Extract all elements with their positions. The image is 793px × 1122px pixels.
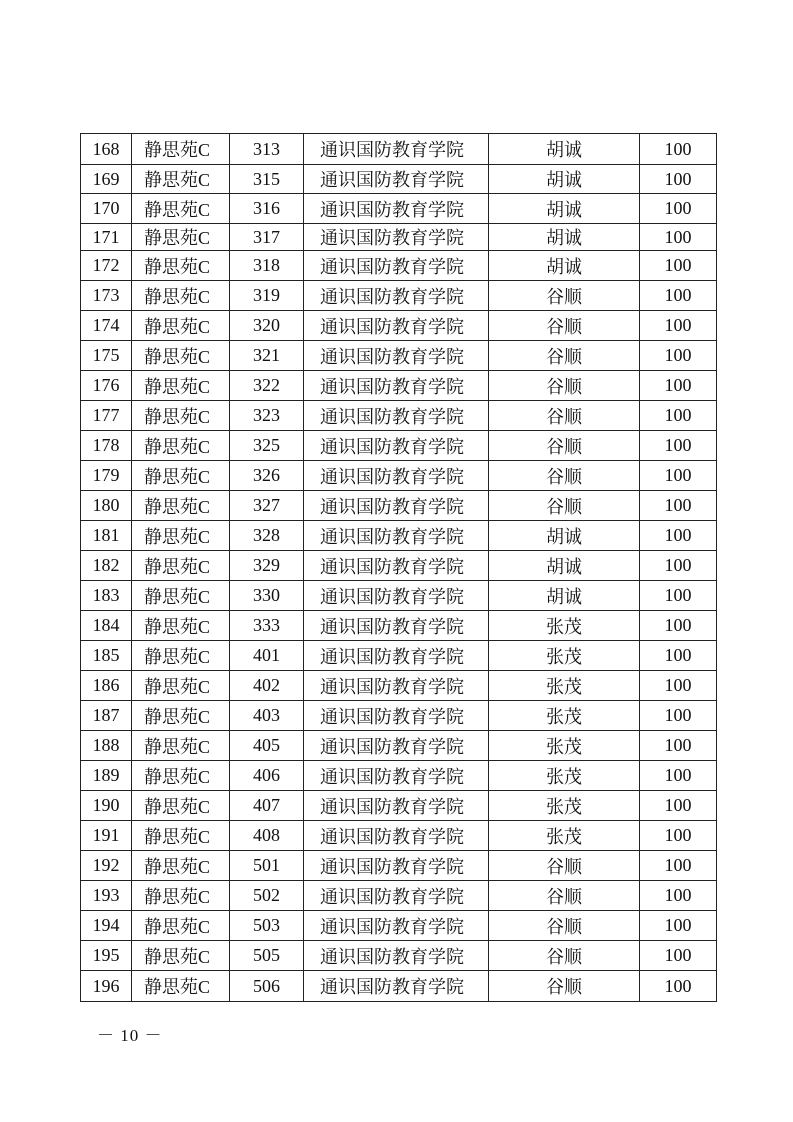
building-cell: 静思苑C bbox=[132, 701, 230, 731]
score-cell: 100 bbox=[640, 401, 717, 431]
building-cell: 静思苑C bbox=[132, 551, 230, 581]
college-cell: 通识国防教育学院 bbox=[304, 281, 489, 311]
college-cell: 通识国防教育学院 bbox=[304, 341, 489, 371]
score-cell: 100 bbox=[640, 311, 717, 341]
table-row bbox=[81, 731, 717, 761]
row-index-cell: 192 bbox=[81, 851, 132, 881]
college-cell: 通识国防教育学院 bbox=[304, 761, 489, 791]
counselor-cell: 胡诚 bbox=[489, 521, 640, 551]
table-row bbox=[81, 224, 717, 251]
room-number-cell: 321 bbox=[230, 341, 304, 371]
college-cell: 通识国防教育学院 bbox=[304, 881, 489, 911]
building-cell: 静思苑C bbox=[132, 851, 230, 881]
counselor-cell: 胡诚 bbox=[489, 224, 640, 251]
table-row bbox=[81, 581, 717, 611]
table-row bbox=[81, 881, 717, 911]
college-cell: 通识国防教育学院 bbox=[304, 581, 489, 611]
building-cell: 静思苑C bbox=[132, 311, 230, 341]
row-index-cell: 185 bbox=[81, 641, 132, 671]
building-cell: 静思苑C bbox=[132, 134, 230, 165]
college-cell: 通识国防教育学院 bbox=[304, 311, 489, 341]
room-number-cell: 506 bbox=[230, 971, 304, 1002]
college-cell: 通识国防教育学院 bbox=[304, 491, 489, 521]
score-cell: 100 bbox=[640, 224, 717, 251]
counselor-cell: 张茂 bbox=[489, 791, 640, 821]
counselor-cell: 胡诚 bbox=[489, 165, 640, 194]
table-row bbox=[81, 311, 717, 341]
row-index-cell: 194 bbox=[81, 911, 132, 941]
room-number-cell: 313 bbox=[230, 134, 304, 165]
building-cell: 静思苑C bbox=[132, 731, 230, 761]
college-cell: 通识国防教育学院 bbox=[304, 911, 489, 941]
score-cell: 100 bbox=[640, 881, 717, 911]
counselor-cell: 胡诚 bbox=[489, 194, 640, 224]
table-row bbox=[81, 761, 717, 791]
row-index-cell: 178 bbox=[81, 431, 132, 461]
college-cell: 通识国防教育学院 bbox=[304, 611, 489, 641]
room-number-cell: 315 bbox=[230, 165, 304, 194]
room-number-cell: 326 bbox=[230, 461, 304, 491]
room-number-cell: 503 bbox=[230, 911, 304, 941]
college-cell: 通识国防教育学院 bbox=[304, 731, 489, 761]
score-cell: 100 bbox=[640, 941, 717, 971]
building-cell: 静思苑C bbox=[132, 461, 230, 491]
room-number-cell: 401 bbox=[230, 641, 304, 671]
college-cell: 通识国防教育学院 bbox=[304, 165, 489, 194]
score-cell: 100 bbox=[640, 461, 717, 491]
row-index-cell: 186 bbox=[81, 671, 132, 701]
table-row bbox=[81, 701, 717, 731]
dormitory-score-table bbox=[80, 133, 717, 1002]
counselor-cell: 张茂 bbox=[489, 611, 640, 641]
building-cell: 静思苑C bbox=[132, 251, 230, 281]
score-cell: 100 bbox=[640, 971, 717, 1002]
building-cell: 静思苑C bbox=[132, 761, 230, 791]
college-cell: 通识国防教育学院 bbox=[304, 431, 489, 461]
room-number-cell: 327 bbox=[230, 491, 304, 521]
building-cell: 静思苑C bbox=[132, 224, 230, 251]
building-cell: 静思苑C bbox=[132, 431, 230, 461]
counselor-cell: 胡诚 bbox=[489, 251, 640, 281]
building-cell: 静思苑C bbox=[132, 281, 230, 311]
score-cell: 100 bbox=[640, 551, 717, 581]
table-row bbox=[81, 671, 717, 701]
building-cell: 静思苑C bbox=[132, 611, 230, 641]
score-cell: 100 bbox=[640, 761, 717, 791]
table-row bbox=[81, 971, 717, 1002]
score-cell: 100 bbox=[640, 611, 717, 641]
row-index-cell: 173 bbox=[81, 281, 132, 311]
building-cell: 静思苑C bbox=[132, 821, 230, 851]
score-cell: 100 bbox=[640, 521, 717, 551]
building-cell: 静思苑C bbox=[132, 491, 230, 521]
room-number-cell: 505 bbox=[230, 941, 304, 971]
college-cell: 通识国防教育学院 bbox=[304, 791, 489, 821]
building-cell: 静思苑C bbox=[132, 881, 230, 911]
counselor-cell: 胡诚 bbox=[489, 551, 640, 581]
building-cell: 静思苑C bbox=[132, 971, 230, 1002]
room-number-cell: 330 bbox=[230, 581, 304, 611]
counselor-cell: 谷顺 bbox=[489, 461, 640, 491]
table-row bbox=[81, 791, 717, 821]
row-index-cell: 180 bbox=[81, 491, 132, 521]
building-cell: 静思苑C bbox=[132, 671, 230, 701]
college-cell: 通识国防教育学院 bbox=[304, 971, 489, 1002]
row-index-cell: 187 bbox=[81, 701, 132, 731]
college-cell: 通识国防教育学院 bbox=[304, 371, 489, 401]
college-cell: 通识国防教育学院 bbox=[304, 521, 489, 551]
college-cell: 通识国防教育学院 bbox=[304, 851, 489, 881]
score-cell: 100 bbox=[640, 701, 717, 731]
table-row bbox=[81, 341, 717, 371]
table-row bbox=[81, 611, 717, 641]
room-number-cell: 405 bbox=[230, 731, 304, 761]
table-row bbox=[81, 194, 717, 224]
college-cell: 通识国防教育学院 bbox=[304, 941, 489, 971]
row-index-cell: 174 bbox=[81, 311, 132, 341]
counselor-cell: 谷顺 bbox=[489, 341, 640, 371]
row-index-cell: 181 bbox=[81, 521, 132, 551]
score-cell: 100 bbox=[640, 251, 717, 281]
counselor-cell: 谷顺 bbox=[489, 401, 640, 431]
row-index-cell: 176 bbox=[81, 371, 132, 401]
college-cell: 通识国防教育学院 bbox=[304, 224, 489, 251]
room-number-cell: 320 bbox=[230, 311, 304, 341]
counselor-cell: 张茂 bbox=[489, 671, 640, 701]
room-number-cell: 402 bbox=[230, 671, 304, 701]
row-index-cell: 190 bbox=[81, 791, 132, 821]
score-cell: 100 bbox=[640, 134, 717, 165]
counselor-cell: 谷顺 bbox=[489, 911, 640, 941]
building-cell: 静思苑C bbox=[132, 521, 230, 551]
counselor-cell: 胡诚 bbox=[489, 134, 640, 165]
counselor-cell: 张茂 bbox=[489, 641, 640, 671]
table-row bbox=[81, 431, 717, 461]
college-cell: 通识国防教育学院 bbox=[304, 671, 489, 701]
table-row bbox=[81, 134, 717, 165]
score-cell: 100 bbox=[640, 791, 717, 821]
room-number-cell: 501 bbox=[230, 851, 304, 881]
score-cell: 100 bbox=[640, 911, 717, 941]
table-body bbox=[81, 134, 717, 1002]
table-row bbox=[81, 371, 717, 401]
row-index-cell: 168 bbox=[81, 134, 132, 165]
score-cell: 100 bbox=[640, 821, 717, 851]
row-index-cell: 189 bbox=[81, 761, 132, 791]
room-number-cell: 319 bbox=[230, 281, 304, 311]
counselor-cell: 张茂 bbox=[489, 731, 640, 761]
building-cell: 静思苑C bbox=[132, 165, 230, 194]
counselor-cell: 谷顺 bbox=[489, 371, 640, 401]
score-cell: 100 bbox=[640, 281, 717, 311]
score-cell: 100 bbox=[640, 194, 717, 224]
building-cell: 静思苑C bbox=[132, 911, 230, 941]
college-cell: 通识国防教育学院 bbox=[304, 401, 489, 431]
room-number-cell: 325 bbox=[230, 431, 304, 461]
room-number-cell: 329 bbox=[230, 551, 304, 581]
counselor-cell: 谷顺 bbox=[489, 851, 640, 881]
room-number-cell: 502 bbox=[230, 881, 304, 911]
table-row bbox=[81, 251, 717, 281]
counselor-cell: 谷顺 bbox=[489, 431, 640, 461]
college-cell: 通识国防教育学院 bbox=[304, 821, 489, 851]
table-row bbox=[81, 165, 717, 194]
score-cell: 100 bbox=[640, 165, 717, 194]
score-cell: 100 bbox=[640, 671, 717, 701]
row-index-cell: 179 bbox=[81, 461, 132, 491]
college-cell: 通识国防教育学院 bbox=[304, 551, 489, 581]
row-index-cell: 188 bbox=[81, 731, 132, 761]
table-row bbox=[81, 461, 717, 491]
counselor-cell: 谷顺 bbox=[489, 491, 640, 521]
row-index-cell: 183 bbox=[81, 581, 132, 611]
building-cell: 静思苑C bbox=[132, 791, 230, 821]
room-number-cell: 406 bbox=[230, 761, 304, 791]
building-cell: 静思苑C bbox=[132, 341, 230, 371]
row-index-cell: 191 bbox=[81, 821, 132, 851]
score-cell: 100 bbox=[640, 641, 717, 671]
table-row bbox=[81, 551, 717, 581]
counselor-cell: 谷顺 bbox=[489, 281, 640, 311]
room-number-cell: 403 bbox=[230, 701, 304, 731]
college-cell: 通识国防教育学院 bbox=[304, 251, 489, 281]
row-index-cell: 170 bbox=[81, 194, 132, 224]
table-row bbox=[81, 911, 717, 941]
score-cell: 100 bbox=[640, 431, 717, 461]
table-row bbox=[81, 281, 717, 311]
row-index-cell: 193 bbox=[81, 881, 132, 911]
score-cell: 100 bbox=[640, 341, 717, 371]
room-number-cell: 318 bbox=[230, 251, 304, 281]
table-row bbox=[81, 401, 717, 431]
counselor-cell: 胡诚 bbox=[489, 581, 640, 611]
room-number-cell: 323 bbox=[230, 401, 304, 431]
college-cell: 通识国防教育学院 bbox=[304, 461, 489, 491]
counselor-cell: 张茂 bbox=[489, 821, 640, 851]
building-cell: 静思苑C bbox=[132, 581, 230, 611]
score-cell: 100 bbox=[640, 731, 717, 761]
room-number-cell: 317 bbox=[230, 224, 304, 251]
row-index-cell: 169 bbox=[81, 165, 132, 194]
college-cell: 通识国防教育学院 bbox=[304, 194, 489, 224]
row-index-cell: 177 bbox=[81, 401, 132, 431]
building-cell: 静思苑C bbox=[132, 401, 230, 431]
building-cell: 静思苑C bbox=[132, 941, 230, 971]
college-cell: 通识国防教育学院 bbox=[304, 701, 489, 731]
room-number-cell: 408 bbox=[230, 821, 304, 851]
row-index-cell: 182 bbox=[81, 551, 132, 581]
counselor-cell: 谷顺 bbox=[489, 971, 640, 1002]
college-cell: 通识国防教育学院 bbox=[304, 134, 489, 165]
score-cell: 100 bbox=[640, 581, 717, 611]
row-index-cell: 172 bbox=[81, 251, 132, 281]
counselor-cell: 谷顺 bbox=[489, 881, 640, 911]
room-number-cell: 328 bbox=[230, 521, 304, 551]
score-cell: 100 bbox=[640, 371, 717, 401]
row-index-cell: 195 bbox=[81, 941, 132, 971]
room-number-cell: 322 bbox=[230, 371, 304, 401]
table-row bbox=[81, 641, 717, 671]
row-index-cell: 175 bbox=[81, 341, 132, 371]
row-index-cell: 184 bbox=[81, 611, 132, 641]
table-row bbox=[81, 941, 717, 971]
building-cell: 静思苑C bbox=[132, 194, 230, 224]
page-number: － 10 － bbox=[97, 1026, 163, 1045]
room-number-cell: 316 bbox=[230, 194, 304, 224]
table-row bbox=[81, 851, 717, 881]
building-cell: 静思苑C bbox=[132, 371, 230, 401]
counselor-cell: 张茂 bbox=[489, 701, 640, 731]
room-number-cell: 407 bbox=[230, 791, 304, 821]
room-number-cell: 333 bbox=[230, 611, 304, 641]
building-cell: 静思苑C bbox=[132, 641, 230, 671]
score-cell: 100 bbox=[640, 491, 717, 521]
table-row bbox=[81, 491, 717, 521]
row-index-cell: 171 bbox=[81, 224, 132, 251]
counselor-cell: 谷顺 bbox=[489, 941, 640, 971]
college-cell: 通识国防教育学院 bbox=[304, 641, 489, 671]
table-row bbox=[81, 821, 717, 851]
counselor-cell: 谷顺 bbox=[489, 311, 640, 341]
table-row bbox=[81, 521, 717, 551]
row-index-cell: 196 bbox=[81, 971, 132, 1002]
score-cell: 100 bbox=[640, 851, 717, 881]
counselor-cell: 张茂 bbox=[489, 761, 640, 791]
